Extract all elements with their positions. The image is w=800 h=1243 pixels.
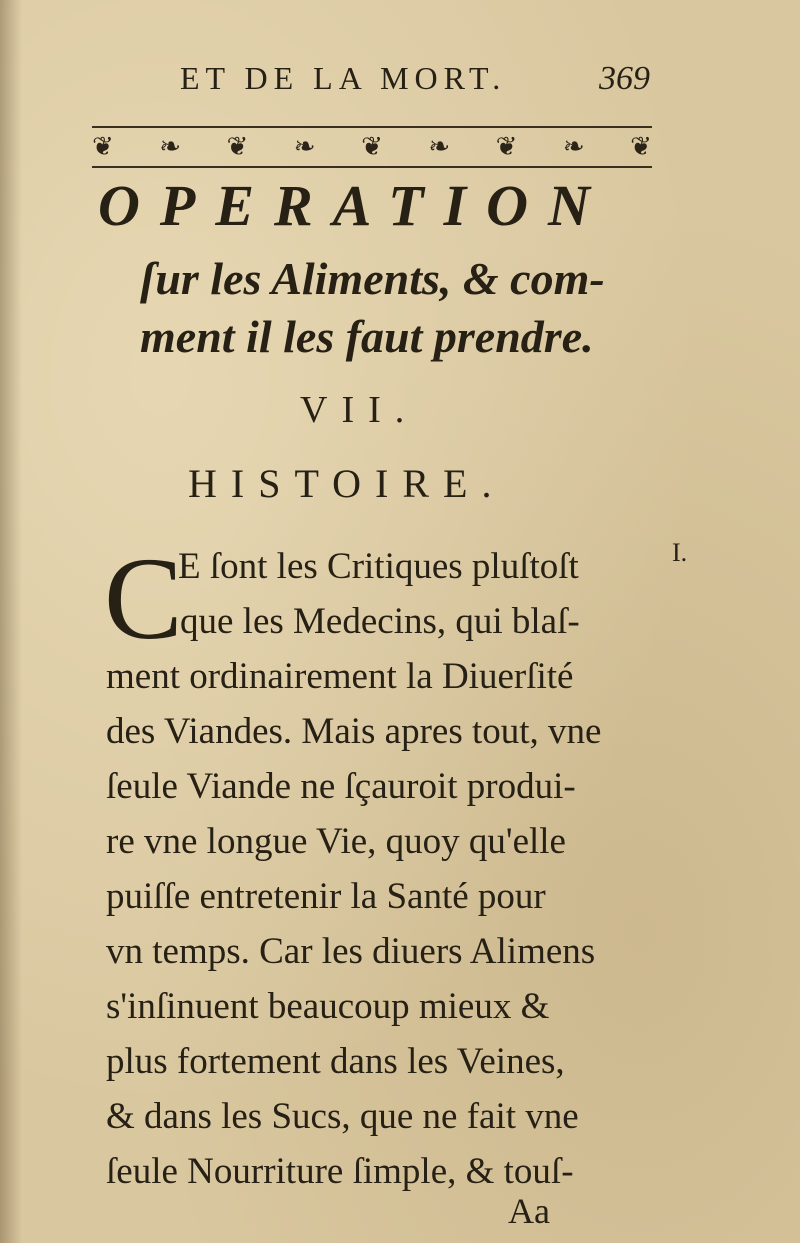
running-head: ET DE LA MORT. <box>180 60 507 96</box>
body-line: & dans les Sucs, que ne fait vne <box>106 1096 579 1137</box>
body-line: ſeule Nourriture ſimple, & touſ- <box>106 1151 574 1192</box>
fleuron-icon: ❧ <box>159 132 182 162</box>
body-line: re vne longue Vie, quoy qu'elle <box>106 821 566 862</box>
section-subtitle-line-2: ment il les faut prendre. <box>140 311 594 362</box>
fleuron-icon: ❦ <box>495 132 518 162</box>
fleuron-icon: ❦ <box>92 132 114 162</box>
margin-note: I. <box>672 538 688 567</box>
section-title: OPERATION <box>98 173 610 238</box>
page-edge-shadow <box>0 0 22 1243</box>
ornament-band <box>92 126 652 168</box>
section-heading: HISTOIRE. <box>188 461 506 506</box>
fleuron-icon: ❧ <box>293 132 316 162</box>
fleuron-icon: ❦ <box>226 132 249 162</box>
section-subtitle-line-1: ſur les Aliments, & com- <box>140 253 605 304</box>
body-line: que les Medecins, qui blaſ- <box>180 601 580 642</box>
fleuron-icon: ❧ <box>428 132 451 162</box>
body-line: vn temps. Car les diuers Alimens <box>106 931 596 972</box>
body-line: ſeule Viande ne ſçauroit produi- <box>106 766 576 807</box>
body-line: s'inſinuent beaucoup mieux & <box>106 986 550 1027</box>
drop-cap: C <box>104 533 183 664</box>
fleuron-icon: ❧ <box>562 132 585 162</box>
page-header <box>180 60 650 110</box>
body-line: puiſſe entretenir la Santé pour <box>106 876 546 917</box>
page-number: 369 <box>599 60 650 97</box>
body-line: des Viandes. Mais apres tout, vne <box>106 711 602 752</box>
body-line: ment ordinairement la Diuerſité <box>106 656 574 697</box>
catchword: Aa <box>508 1191 550 1231</box>
fleuron-icon: ❦ <box>361 132 383 162</box>
body-line: plus fortement dans les Veines, <box>106 1041 565 1082</box>
body-line: E ſont les Critiques pluſtoſt <box>178 546 579 587</box>
chapter-number: VII. <box>300 389 419 431</box>
fleuron-icon: ❦ <box>630 132 652 162</box>
